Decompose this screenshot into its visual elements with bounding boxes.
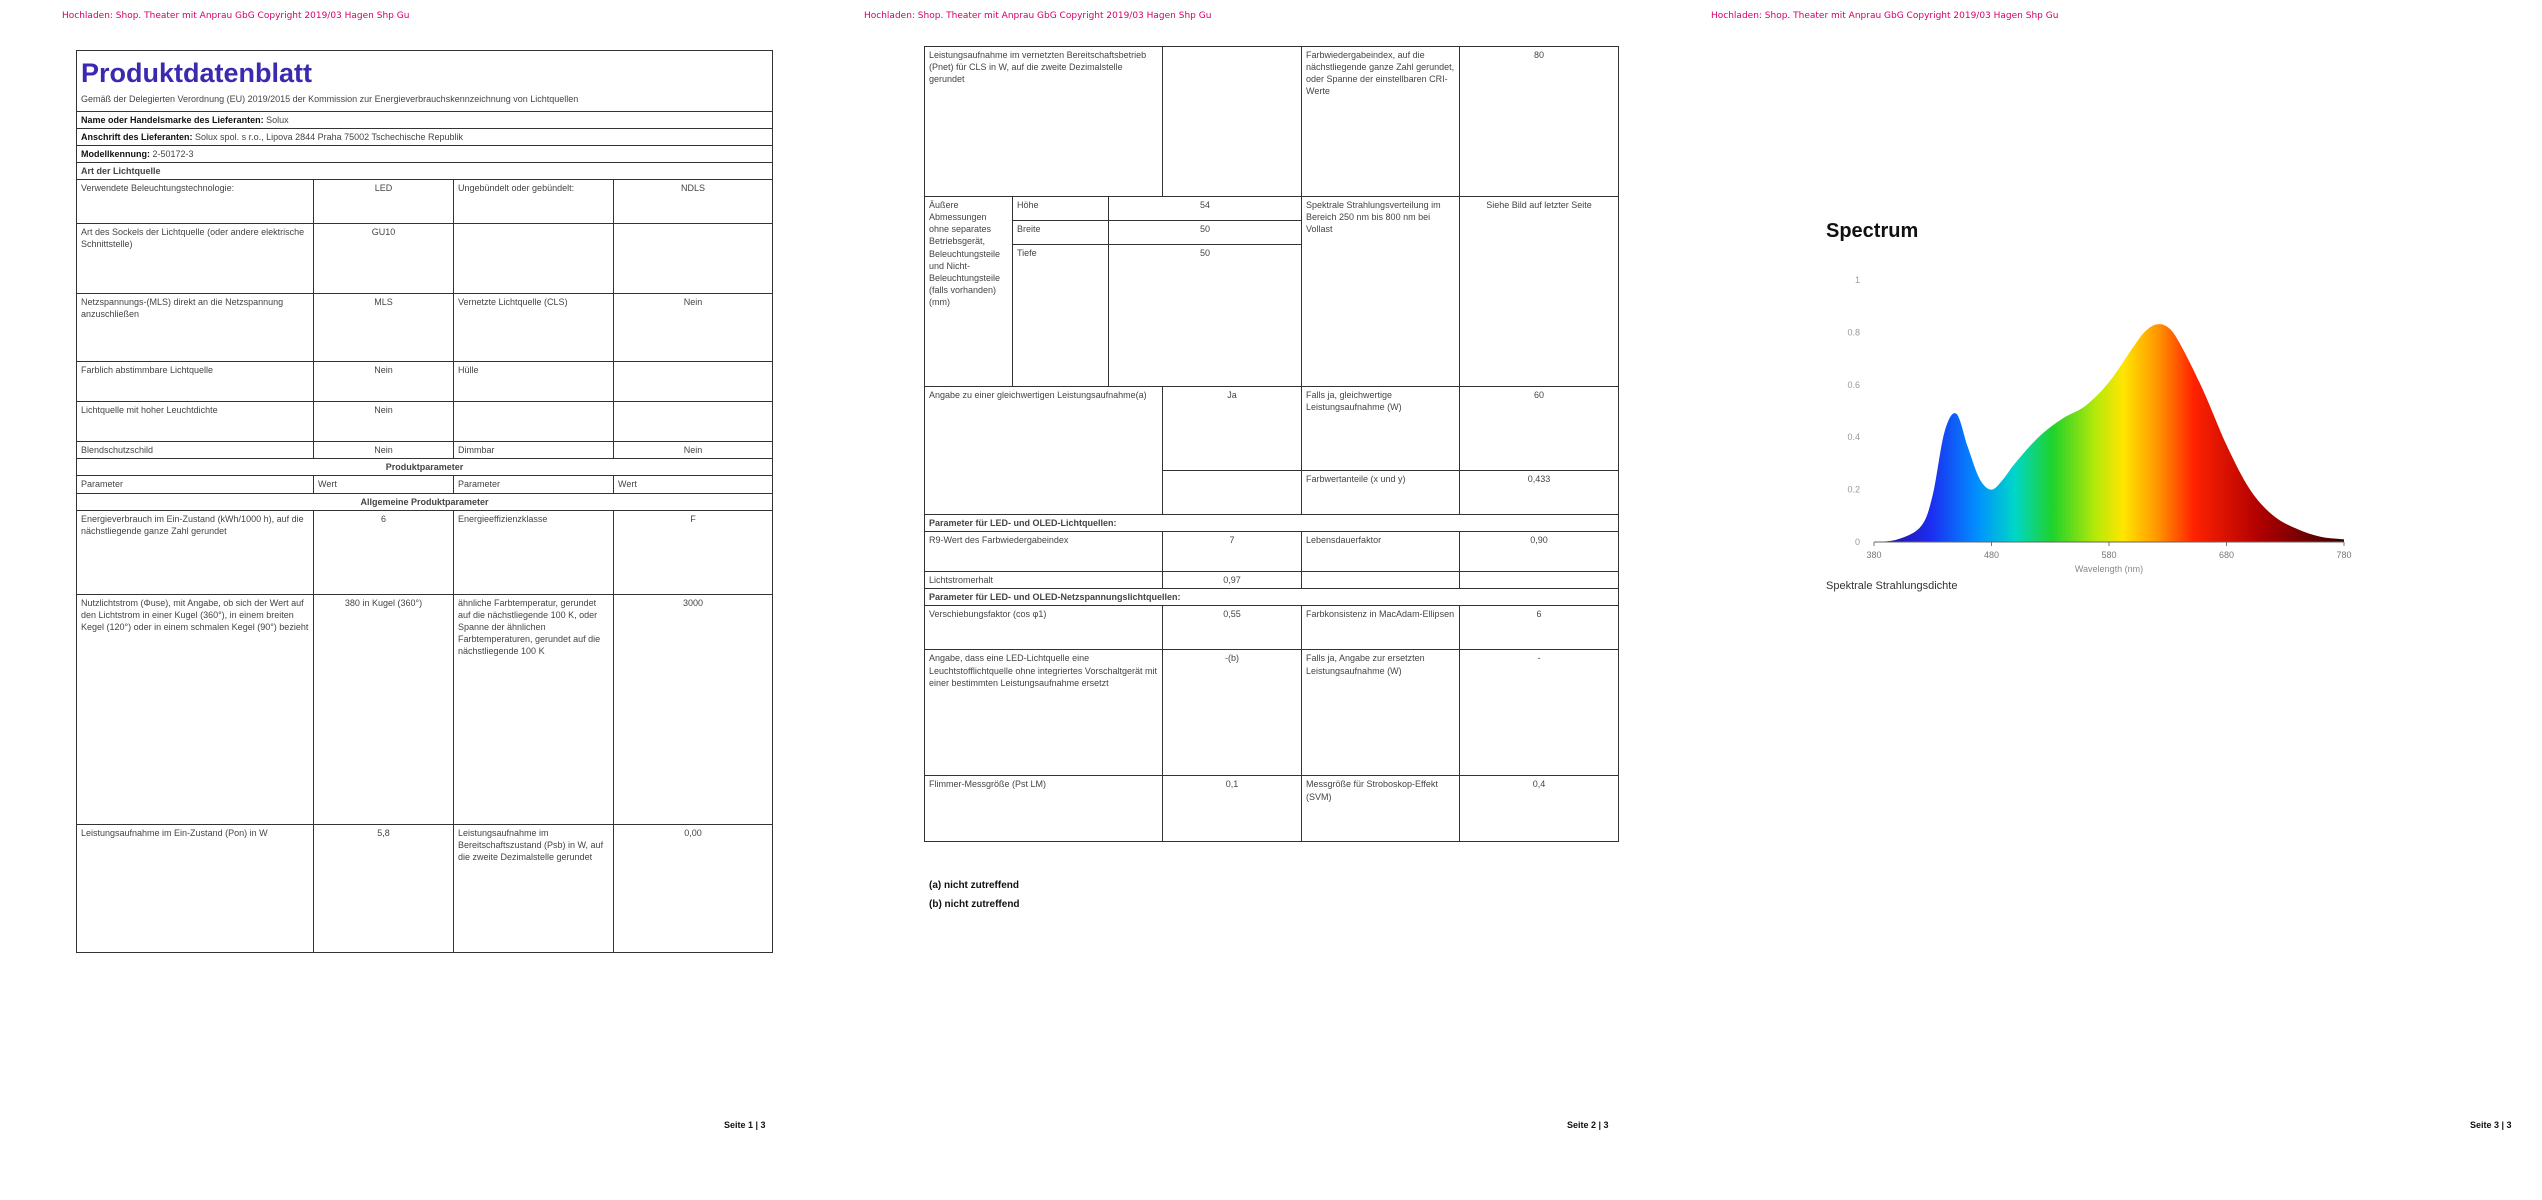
cell bbox=[614, 224, 773, 294]
cell: Leistungsaufnahme im vernetzten Bereitschaftsbetrieb (Pnet) für CLS in W, auf die zweite Dezimalstelle gerundet bbox=[925, 47, 1163, 197]
section-led-oled: Parameter für LED- und OLED-Lichtquellen: bbox=[925, 515, 1619, 532]
product-datasheet-table-continued bbox=[924, 46, 1619, 842]
cell: Nein bbox=[314, 442, 454, 459]
cell: Nein bbox=[614, 442, 773, 459]
cell: Verschiebungsfaktor (cos φ1) bbox=[925, 606, 1163, 650]
table-row bbox=[925, 387, 1619, 471]
dims-label: Äußere Abmessungen ohne separates Betriebsgerät, Beleuchtungsteile und Nicht-Beleuchtungsteile (falls vorhanden) (mm) bbox=[925, 197, 1013, 387]
cell: Leistungsaufnahme im Ein-Zustand (Pon) in W bbox=[77, 824, 314, 952]
table-row bbox=[925, 572, 1619, 589]
cell: Farblich abstimmbare Lichtquelle bbox=[77, 362, 314, 402]
footnote-b: (b) nicht zutreffend bbox=[929, 899, 1020, 910]
x-tick-label: 780 bbox=[2336, 550, 2352, 560]
cell: 7 bbox=[1163, 532, 1302, 572]
table-row bbox=[77, 294, 773, 362]
cell: Lichtstromerhalt bbox=[925, 572, 1163, 589]
x-tick-label: 680 bbox=[2218, 550, 2235, 560]
cell: ähnliche Farbtemperatur, gerundet auf die nächstliegende 100 K, oder Spanne der ähnlichen Farbtemperaturen, gerundet auf die nächstliegende 100 K bbox=[454, 594, 614, 824]
address-label: Anschrift des Lieferanten: bbox=[81, 131, 193, 142]
cell bbox=[614, 402, 773, 442]
page-number: Seite 1 | 3 bbox=[724, 1120, 766, 1130]
header-cell: Parameter bbox=[454, 476, 614, 493]
spectrum-area bbox=[1874, 324, 2344, 542]
cell: Lebensdauerfaktor bbox=[1302, 532, 1460, 572]
cell: 0,97 bbox=[1163, 572, 1302, 589]
spectrum-chart bbox=[1814, 250, 2374, 580]
cell: 0,1 bbox=[1163, 776, 1302, 842]
cell: Nein bbox=[614, 294, 773, 362]
header-cell: Wert bbox=[614, 476, 773, 493]
spectral-label: Spektrale Strahlungsverteilung im Bereich 250 nm bis 800 nm bei Vollast bbox=[1302, 197, 1460, 387]
y-tick-label: 0.4 bbox=[1847, 432, 1860, 443]
cell: 50 bbox=[1109, 221, 1302, 245]
cell: Tiefe bbox=[1013, 245, 1109, 387]
cell bbox=[1163, 471, 1302, 515]
cell: 0,4 bbox=[1460, 776, 1619, 842]
table-row bbox=[77, 510, 773, 594]
section-mains: Parameter für LED- und OLED-Netzspannungslichtquellen: bbox=[925, 589, 1619, 606]
supplier-row bbox=[77, 111, 773, 128]
cell: 0,90 bbox=[1460, 532, 1619, 572]
table-row bbox=[925, 776, 1619, 842]
chroma-value: 0,433 bbox=[1460, 471, 1619, 515]
page-2 bbox=[847, 0, 1694, 1200]
x-tick-label: 480 bbox=[1983, 550, 2000, 560]
table-row bbox=[925, 197, 1619, 221]
table-row bbox=[77, 824, 773, 952]
cell: NDLS bbox=[614, 180, 773, 224]
cell: Lichtquelle mit hoher Leuchtdichte bbox=[77, 402, 314, 442]
model-row bbox=[77, 145, 773, 162]
cell: 3000 bbox=[614, 594, 773, 824]
cell: Falls ja, Angabe zur ersetzten Leistungsaufnahme (W) bbox=[1302, 650, 1460, 776]
table-row bbox=[925, 47, 1619, 197]
cell: 0,55 bbox=[1163, 606, 1302, 650]
cell bbox=[1163, 47, 1302, 197]
cell: Messgröße für Stroboskop-Effekt (SVM) bbox=[1302, 776, 1460, 842]
watermark: Hochladen: Shop. Theater mit Anprau GbG Copyright 2019/03 Hagen Shp Gu bbox=[864, 11, 1212, 21]
y-tick-label: 1 bbox=[1854, 275, 1860, 285]
model-value: 2-50172-3 bbox=[152, 148, 194, 159]
cell: Höhe bbox=[1013, 197, 1109, 221]
table-row bbox=[77, 442, 773, 459]
cell: Ungebündelt oder gebündelt: bbox=[454, 180, 614, 224]
table-row bbox=[925, 532, 1619, 572]
cell bbox=[1302, 572, 1460, 589]
address-row bbox=[77, 128, 773, 145]
footnotes bbox=[929, 876, 1020, 914]
y-tick-label: 0.6 bbox=[1847, 379, 1860, 390]
y-tick-label: 0.8 bbox=[1847, 327, 1860, 338]
table-row bbox=[77, 224, 773, 294]
cell: Leistungsaufnahme im Bereitschaftszustand (Psb) in W, auf die zweite Dezimalstelle gerundet bbox=[454, 824, 614, 952]
cell: -(b) bbox=[1163, 650, 1302, 776]
cell: Farbkonsistenz in MacAdam-Ellipsen bbox=[1302, 606, 1460, 650]
claim-label: Angabe zu einer gleichwertigen Leistungsaufnahme(a) bbox=[925, 387, 1163, 515]
page-3 bbox=[1694, 0, 2541, 1200]
x-tick-label: 580 bbox=[2101, 550, 2117, 560]
page-number: Seite 3 | 3 bbox=[2470, 1120, 2512, 1130]
cell: Verwendete Beleuchtungstechnologie: bbox=[77, 180, 314, 224]
spectrum-label: Spektrale Strahlungsdichte bbox=[1826, 580, 1958, 592]
cell bbox=[454, 224, 614, 294]
claim-right-value: 60 bbox=[1460, 387, 1619, 471]
page-number: Seite 2 | 3 bbox=[1567, 1120, 1609, 1130]
cell: - bbox=[1460, 650, 1619, 776]
cell: 54 bbox=[1109, 197, 1302, 221]
spectrum-title: Spectrum bbox=[1826, 220, 1919, 242]
model-label: Modellkennung: bbox=[81, 148, 150, 159]
header-cell: Parameter bbox=[77, 476, 314, 493]
footnote-a: (a) nicht zutreffend bbox=[929, 880, 1019, 891]
cell: 0,00 bbox=[614, 824, 773, 952]
spectral-value: Siehe Bild auf letzter Seite bbox=[1460, 197, 1619, 387]
y-tick-label: 0.2 bbox=[1847, 484, 1860, 495]
cell: Netzspannungs-(MLS) direkt an die Netzspannung anzuschließen bbox=[77, 294, 314, 362]
cell: 6 bbox=[1460, 606, 1619, 650]
claim-value: Ja bbox=[1163, 387, 1302, 471]
watermark: Hochladen: Shop. Theater mit Anprau GbG Copyright 2019/03 Hagen Shp Gu bbox=[1711, 11, 2059, 21]
table-row bbox=[77, 180, 773, 224]
cell: Nein bbox=[314, 362, 454, 402]
page-title: Produktdatenblatt bbox=[81, 58, 313, 88]
cell bbox=[1460, 572, 1619, 589]
cell: Breite bbox=[1013, 221, 1109, 245]
table-row bbox=[77, 362, 773, 402]
cell: Blendschutzschild bbox=[77, 442, 314, 459]
cell: GU10 bbox=[314, 224, 454, 294]
cell: R9-Wert des Farbwiedergabeindex bbox=[925, 532, 1163, 572]
watermark: Hochladen: Shop. Theater mit Anprau GbG Copyright 2019/03 Hagen Shp Gu bbox=[62, 11, 410, 21]
supplier-label: Name oder Handelsmarke des Lieferanten: bbox=[81, 114, 264, 125]
chroma-label: Farbwertanteile (x und y) bbox=[1302, 471, 1460, 515]
cell: Art des Sockels der Lichtquelle (oder andere elektrische Schnittstelle) bbox=[77, 224, 314, 294]
section-product-params: Produktparameter bbox=[77, 459, 773, 476]
cell: 6 bbox=[314, 510, 454, 594]
table-row bbox=[925, 606, 1619, 650]
address-value: Solux spol. s r.o., Lipova 2844 Praha 75002 Tschechische Republik bbox=[195, 131, 464, 142]
cell: Hülle bbox=[454, 362, 614, 402]
header-cell: Wert bbox=[314, 476, 454, 493]
cell: LED bbox=[314, 180, 454, 224]
cell: 80 bbox=[1460, 47, 1619, 197]
product-datasheet-table bbox=[76, 50, 773, 953]
cell: 380 in Kugel (360°) bbox=[314, 594, 454, 824]
page-subtitle: Gemäß der Delegierten Verordnung (EU) 2019/2015 der Kommission zur Energieverbrauchskennzeichnung von Lichtquellen bbox=[81, 94, 579, 105]
cell: Vernetzte Lichtquelle (CLS) bbox=[454, 294, 614, 362]
cell: 5,8 bbox=[314, 824, 454, 952]
x-axis-label: Wavelength (nm) bbox=[2074, 564, 2144, 574]
table-row bbox=[925, 650, 1619, 776]
supplier-value: Solux bbox=[266, 114, 289, 125]
table-row bbox=[77, 594, 773, 824]
cell: 50 bbox=[1109, 245, 1302, 387]
table-row bbox=[77, 402, 773, 442]
cell bbox=[614, 362, 773, 402]
y-tick-label: 0 bbox=[1854, 537, 1860, 547]
cell: F bbox=[614, 510, 773, 594]
page-1 bbox=[0, 0, 847, 1200]
cell: MLS bbox=[314, 294, 454, 362]
cell: Energieverbrauch im Ein-Zustand (kWh/1000 h), auf die nächstliegende ganze Zahl gerundet bbox=[77, 510, 314, 594]
cell bbox=[454, 402, 614, 442]
cell: Flimmer-Messgröße (Pst LM) bbox=[925, 776, 1163, 842]
section-general-params: Allgemeine Produktparameter bbox=[77, 493, 773, 510]
cell: Energieeffizienzklasse bbox=[454, 510, 614, 594]
param-header-row bbox=[77, 476, 773, 493]
cell: Angabe, dass eine LED-Lichtquelle eine Leuchtstofflichtquelle ohne integriertes Vorschaltgerät mit einer bestimmten Leistungsaufnahme ersetzt bbox=[925, 650, 1163, 776]
x-tick-label: 380 bbox=[1866, 550, 1882, 560]
cell: Farbwiedergabeindex, auf die nächstliegende ganze Zahl gerundet, oder Spanne der einstellbaren CRI-Werte bbox=[1302, 47, 1460, 197]
section-light-source-type: Art der Lichtquelle bbox=[77, 162, 773, 179]
claim-right-label: Falls ja, gleichwertige Leistungsaufnahme (W) bbox=[1302, 387, 1460, 471]
cell: Nein bbox=[314, 402, 454, 442]
cell: Dimmbar bbox=[454, 442, 614, 459]
cell: Nutzlichtstrom (Φuse), mit Angabe, ob sich der Wert auf den Lichtstrom in einer Kugel (360°), in einem breiten Kegel (120°) oder in einem schmalen Kegel (90°) bezieht bbox=[77, 594, 314, 824]
